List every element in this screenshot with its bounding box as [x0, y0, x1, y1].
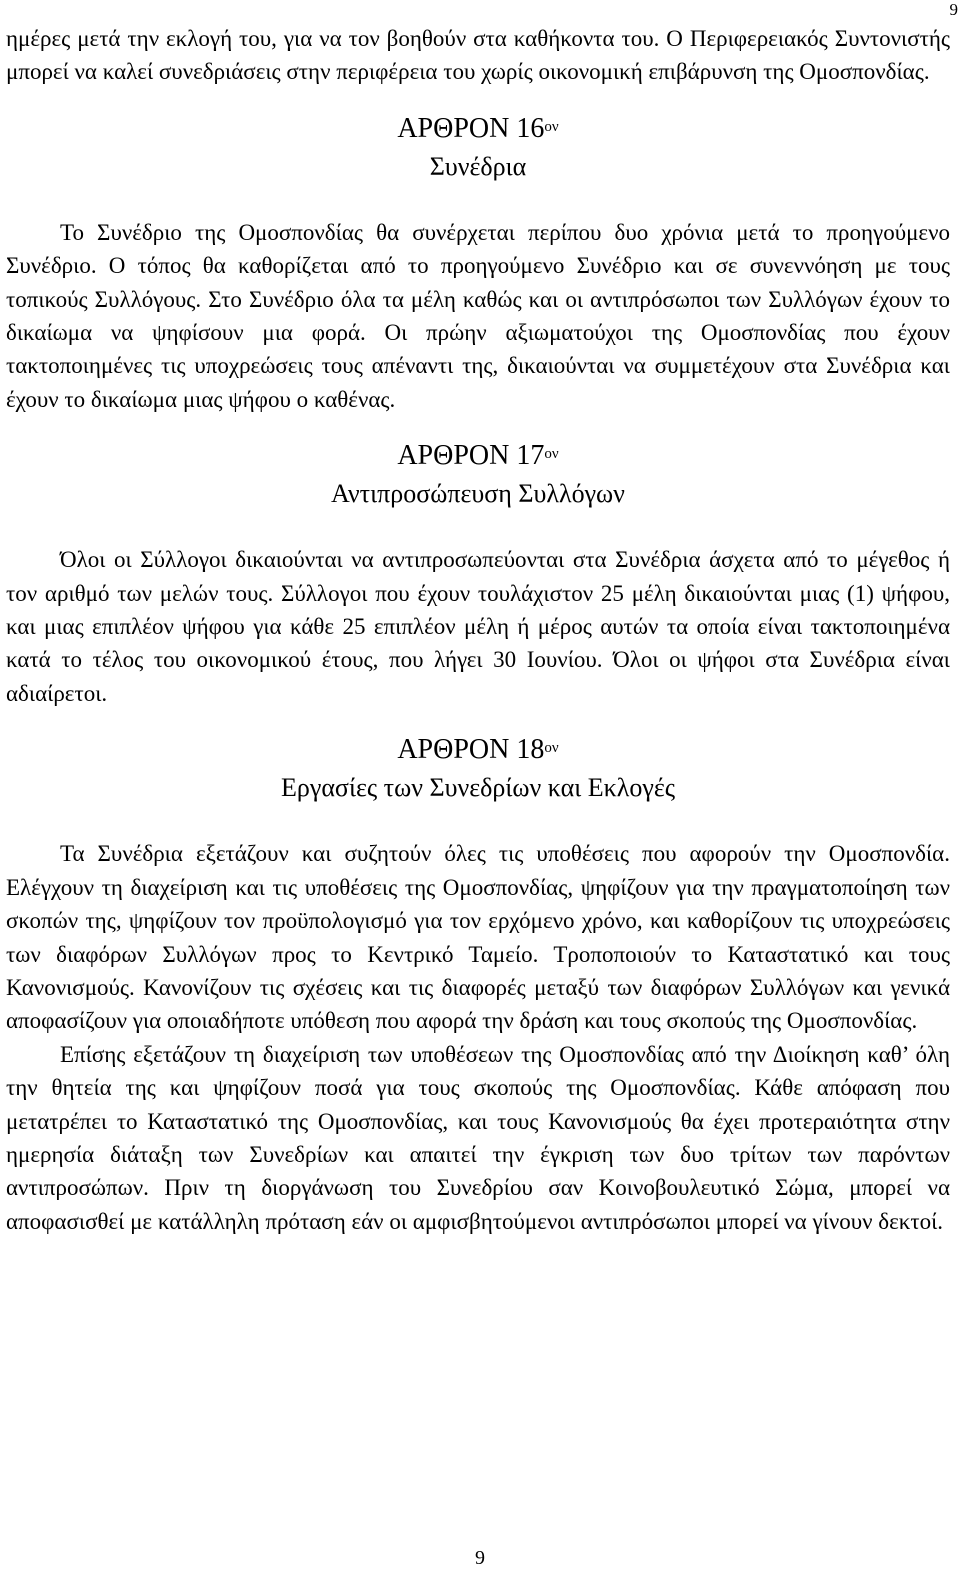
page-number-top: 9 [949, 0, 958, 19]
article-18-title: Εργασίες των Συνεδρίων και Εκλογές [280, 773, 676, 803]
article-16-title: Συνέδρια [429, 151, 527, 181]
page-number-bottom: 9 [475, 1547, 485, 1569]
article-16-paragraph: Το Συνέδριο της Ομοσπονδίας θα συνέρχεται περίπου δυο χρόνια μετά το προηγούμενο Συνέδριο. Ο τόπος θα καθορίζεται από το προηγούμενο Συνέδριο και σε συνεννόηση με τους τοπικούς Συλλόγους. Στο Συνέδριο όλα τα μέλη καθώς και οι αντιπρόσωποι των Συλλόγων έχουν το δικαίωμα να ψηφίσουν μια φορά. Οι πρώην αξιωματούχοι της Ομοσπονδίας που έχουν τακτοποιημένες τις υποχρεώσεις τους απέναντι της, δικαιούνται να συμμετέχουν στα Συνέδρια και έχουν το δικαίωμα μιας ψήφου ο καθένας. [6, 219, 950, 412]
document-body [6, 22, 950, 1238]
article-18-paragraph-1: Τα Συνέδρια εξετάζουν και συζητούν όλες τις υποθέσεις που αφορούν την Ομοσπονδία. Ελέγχουν τη διαχείριση και τις υποθέσεις της Ομοσπονδίας, ψηφίζουν για την πραγματοποίηση των σκοπών της, ψηφίζουν τον προϋπολογισμό για τον ερχόμενο χρόνο, και καθορίζουν τις υποχρεώσεις των διαφόρων Συλλόγων προς το Κεντρικό Ταμείο. Τροποποιούν το Καταστατικό και τους Κανονισμούς. Κανονίζουν τις σχέσεις και τις διαφορές μεταξύ των διαφόρων Συλλόγων και γενικά αποφασίζουν για οποιαδήποτε υπόθεση που αφορά την δράση και τους σκοπούς της Ομοσπονδίας. [6, 841, 950, 1034]
article-18-number: ΑΡΘΡΟΝ 18 [397, 734, 545, 766]
article-16-suffix: ον [544, 118, 559, 135]
article-18-heading [6, 730, 950, 770]
article-17-heading [6, 436, 950, 476]
article-16-number: ΑΡΘΡΟΝ 16 [397, 112, 545, 144]
article-17-suffix: ον [544, 446, 559, 463]
article-17-number: ΑΡΘΡΟΝ 17 [397, 440, 545, 472]
article-18-suffix: ον [544, 740, 559, 757]
intro-paragraph: ημέρες μετά την εκλογή του, για να τον βοηθούν στα καθήκοντα του. Ο Περιφερειακός Συντονιστής μπορεί να καλεί συνεδριάσεις στην περιφέρεια του χωρίς οικονομική επιβάρυνση της Ομοσπονδίας. [6, 26, 950, 85]
article-16-heading [6, 109, 950, 149]
article-17-title: Αντιπροσώπευση Συλλόγων [331, 479, 625, 509]
article-18-paragraph-2: Επίσης εξετάζουν τη διαχείριση των υποθέσεων της Ομοσπονδίας από την Διοίκηση καθ’ όλη την θητεία της και ψηφίζουν ποσά για τους σκοπούς της Ομοσπονδίας. Κάθε απόφαση που μετατρέπει το Καταστατικό της Ομοσπονδίας, και τους Κανονισμούς θα έχει προτεραιότητα στην ημερησία διάταξη των Συνεδρίων και απαιτεί την έγκριση των δυο τρίτων των παρόντων αντιπροσώπων. Πριν τη διοργάνωση του Συνεδρίου σαν Κοινοβουλευτικό Σώμα, μπορεί να αποφασισθεί με κατάλληλη πρόταση εάν οι αμφισβητούμενοι αντιπρόσωποι μπορεί να γίνουν δεκτοί. [6, 1041, 950, 1234]
article-17-paragraph: Όλοι οι Σύλλογοι δικαιούνται να αντιπροσωπεύονται στα Συνέδρια άσχετα από το μέγεθος ή τον αριθμό των μελών τους. Σύλλογοι που έχουν τουλάχιστον 25 μέλη δικαιούνται μιας (1) ψήφου, και μιας επιπλέον ψήφου για κάθε 25 επιπλέον μέλη ή μέρος αυτών τα οποία είναι τακτοποιημένα κατά το τέλος του οικονομικού έτους, που λήγει 30 Ιουνίου. Όλοι οι ψήφοι στα Συνέδρια είναι αδιαίρετοι. [6, 547, 950, 706]
